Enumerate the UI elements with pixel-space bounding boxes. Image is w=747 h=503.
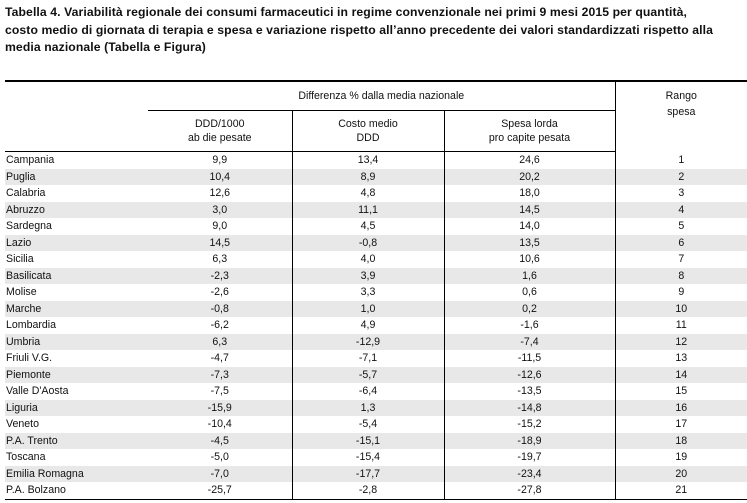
ddd-cell: -7,3	[148, 367, 292, 384]
rank-cell: 14	[615, 367, 747, 384]
spesa-header-line-1: Spesa lorda	[501, 117, 558, 130]
cost-cell: 4,8	[292, 185, 444, 202]
spesa-cell: 24,6	[444, 152, 615, 169]
region-cell: Valle D'Aosta	[6, 385, 69, 397]
region-cell: Piemonte	[5, 367, 148, 384]
ddd-cell: -2,6	[210, 286, 229, 298]
cost-cell: 4,9	[292, 317, 444, 334]
caption-line-1	[5, 4, 747, 22]
ddd-cell: -15,9	[148, 400, 292, 417]
region-cell: P.A. Trento	[5, 433, 148, 450]
spesa-cell: 13,5	[444, 235, 615, 252]
spesa-cell: -19,7	[444, 449, 615, 466]
spesa-cell: 20,2	[444, 169, 615, 186]
spesa-cell: 14,0	[444, 218, 615, 235]
rank-cell: 17	[615, 416, 747, 433]
caption-label: Tabella 4.	[5, 5, 61, 19]
table-row	[5, 350, 747, 367]
spesa-cell: 18,0	[444, 185, 615, 202]
table-row	[5, 416, 747, 433]
region-cell: Sicilia	[6, 253, 34, 265]
cost-cell: 4,0	[292, 251, 444, 268]
region-cell: Puglia	[5, 169, 148, 186]
ddd-cell: -7,0	[148, 466, 292, 483]
rank-cell: 10	[615, 301, 747, 318]
ddd-cell: -10,4	[207, 418, 232, 430]
spesa-cell: 10,6	[444, 251, 615, 268]
spesa-cell: 1,6	[444, 268, 615, 285]
ddd-cell: -4,5	[148, 433, 292, 450]
ddd-cell: -2,3	[148, 268, 292, 285]
table-body	[5, 152, 747, 500]
rank-cell: 15	[615, 383, 747, 400]
ddd-cell: 3,0	[148, 202, 292, 219]
rank-cell: 1	[615, 152, 747, 169]
rank-cell: 19	[615, 449, 747, 466]
region-cell: Lazio	[5, 235, 148, 252]
cost-cell: 1,3	[292, 400, 444, 417]
table-row	[5, 284, 747, 301]
region-header	[5, 111, 148, 152]
cost-header-line-1: Costo medio	[338, 117, 398, 130]
spesa-header-line-2: pro capite pesata	[488, 132, 571, 144]
region-cell: Umbria	[5, 334, 148, 351]
cost-cell: -5,7	[292, 367, 444, 384]
group-header: Differenza % dalla media nazionale	[148, 81, 615, 111]
table-row	[5, 317, 747, 334]
rank-cell: 4	[615, 202, 747, 219]
rank-cell: 2	[615, 169, 747, 186]
table-row	[5, 400, 747, 417]
table-row	[5, 466, 747, 483]
rank-cell: 9	[615, 284, 747, 301]
ddd-cell: 6,3	[148, 334, 292, 351]
table-row	[5, 433, 747, 450]
region-cell: Veneto	[6, 418, 39, 430]
region-cell: Liguria	[5, 400, 148, 417]
rank-header	[615, 81, 747, 152]
rank-cell: 5	[615, 218, 747, 235]
region-cell: P.A. Bolzano	[5, 482, 148, 499]
cost-header-line-2: DDD	[356, 132, 380, 144]
cost-cell: -15,1	[292, 433, 444, 450]
table-row	[5, 235, 747, 252]
spesa-cell: -15,2	[444, 416, 615, 433]
table-row	[5, 185, 747, 202]
rank-cell: 16	[615, 400, 747, 417]
cost-cell: 8,9	[292, 169, 444, 186]
cost-cell: -7,1	[292, 350, 444, 367]
cost-cell: -5,4	[292, 416, 444, 433]
region-cell: Molise	[6, 286, 37, 298]
table-row	[5, 301, 747, 318]
spesa-cell: -12,6	[444, 367, 615, 384]
table-row	[5, 268, 747, 285]
ddd-header	[148, 111, 292, 152]
spesa-cell: -27,8	[444, 482, 615, 499]
regional-variability-table	[5, 80, 747, 500]
spesa-cell: -13,5	[444, 383, 615, 400]
table-row	[5, 367, 747, 384]
table-row	[5, 251, 747, 268]
table-row	[5, 152, 747, 169]
rank-header-line-2: spesa	[667, 106, 696, 118]
region-cell: Toscana	[6, 451, 46, 463]
rank-cell: 8	[615, 268, 747, 285]
region-cell: Lombardia	[6, 319, 57, 331]
cost-cell: -15,4	[292, 449, 444, 466]
table-row	[5, 334, 747, 351]
region-cell: Basilicata	[5, 268, 148, 285]
rank-cell: 21	[615, 482, 747, 499]
ddd-cell: 12,6	[209, 187, 231, 199]
ddd-cell: -7,5	[210, 385, 229, 397]
ddd-cell: 10,4	[148, 169, 292, 186]
table-row	[5, 218, 747, 235]
caption-text-1: Variabilità regionale dei consumi farmaceutici in regime convenzionale nei primi 9 mesi 2015 per quantità,	[60, 5, 688, 19]
region-cell: Campania	[6, 154, 55, 166]
rank-cell: 20	[615, 466, 747, 483]
rank-header-line-1: Rango	[665, 90, 697, 102]
region-cell: Sardegna	[6, 220, 52, 232]
rank-cell: 3	[615, 185, 747, 202]
region-cell: Abruzzo	[5, 202, 148, 219]
region-cell: Friuli V.G.	[6, 352, 53, 364]
cost-cell: -6,4	[292, 383, 444, 400]
spesa-cell: -18,9	[444, 433, 615, 450]
caption-line-2: costo medio di giornata di terapia e spesa e variazione rispetto all’anno precedente dei valori standardizzati rispetto alla	[5, 22, 713, 37]
ddd-cell: 14,5	[148, 235, 292, 252]
cost-cell: -2,8	[292, 482, 444, 499]
cost-cell: -17,7	[292, 466, 444, 483]
region-cell: Marche	[5, 301, 148, 318]
spesa-cell: -23,4	[444, 466, 615, 483]
spesa-cell: -14,8	[444, 400, 615, 417]
spesa-cell: 14,5	[444, 202, 615, 219]
table-row	[5, 449, 747, 466]
region-cell: Emilia Romagna	[5, 466, 148, 483]
ddd-cell: -4,7	[210, 352, 229, 364]
ddd-cell: -25,7	[148, 482, 292, 499]
header-blank	[5, 81, 148, 111]
rank-cell: 12	[615, 334, 747, 351]
cost-header	[292, 111, 444, 152]
table-caption	[5, 4, 747, 57]
rank-cell: 18	[615, 433, 747, 450]
cost-cell: 11,1	[292, 202, 444, 219]
ddd-cell: -0,8	[148, 301, 292, 318]
table-row	[5, 383, 747, 400]
rank-cell: 13	[615, 350, 747, 367]
rank-cell: 11	[615, 317, 747, 334]
cost-cell: 4,5	[292, 218, 444, 235]
ddd-cell: 6,3	[212, 253, 228, 265]
table-row	[5, 169, 747, 186]
caption-line-3: media nazionale (Tabella e Figura)	[5, 40, 206, 54]
spesa-cell: 0,2	[444, 301, 615, 318]
rank-cell: 7	[615, 251, 747, 268]
ddd-cell: 9,9	[212, 154, 228, 166]
region-cell: Calabria	[6, 187, 46, 199]
cost-cell: 3,3	[292, 284, 444, 301]
ddd-cell: 9,0	[212, 220, 228, 232]
cost-cell: 3,9	[292, 268, 444, 285]
spesa-cell: -7,4	[444, 334, 615, 351]
ddd-cell: -6,2	[210, 319, 229, 331]
rank-cell: 6	[615, 235, 747, 252]
spesa-cell: -1,6	[444, 317, 615, 334]
spesa-cell: 0,6	[444, 284, 615, 301]
spesa-cell: -11,5	[444, 350, 615, 367]
table-row	[5, 202, 747, 219]
cost-cell: 13,4	[292, 152, 444, 169]
ddd-cell: -5,0	[210, 451, 229, 463]
cost-cell: -12,9	[292, 334, 444, 351]
spesa-header	[444, 111, 615, 152]
cost-cell: -0,8	[292, 235, 444, 252]
table-row	[5, 482, 747, 499]
ddd-header-line-1: DDD/1000	[195, 117, 245, 130]
cost-cell: 1,0	[292, 301, 444, 318]
ddd-header-line-2: ab die pesate	[187, 132, 252, 144]
